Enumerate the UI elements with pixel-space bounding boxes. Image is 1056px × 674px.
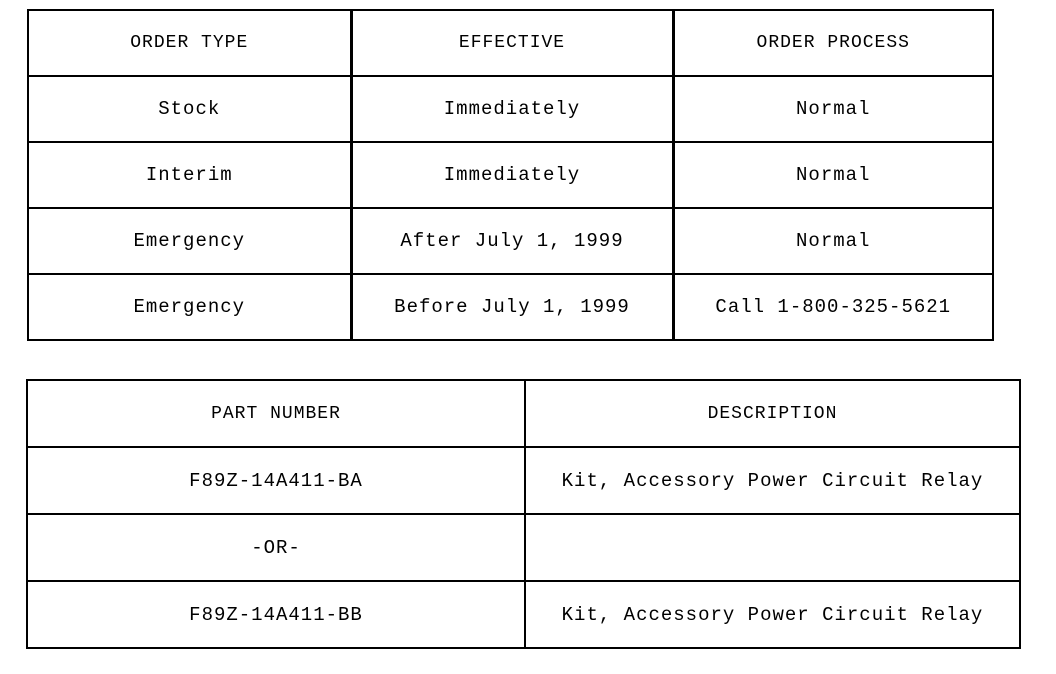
column-header-description: DESCRIPTION: [525, 380, 1020, 447]
effective-cell: Immediately: [351, 76, 673, 142]
description-cell: Kit, Accessory Power Circuit Relay: [525, 581, 1020, 648]
order-process-cell: Normal: [673, 208, 993, 274]
order-process-cell: Normal: [673, 76, 993, 142]
description-cell: Kit, Accessory Power Circuit Relay: [525, 447, 1020, 514]
order-type-cell: Interim: [28, 142, 351, 208]
table-row: [28, 142, 993, 208]
table-header-row: [28, 10, 993, 76]
order-type-table: [27, 9, 994, 341]
table-row: [27, 514, 1020, 581]
part-number-table: [26, 379, 1021, 649]
order-type-cell: Stock: [28, 76, 351, 142]
column-header-part-number: PART NUMBER: [27, 380, 525, 447]
table-row: [28, 76, 993, 142]
order-process-cell: Normal: [673, 142, 993, 208]
part-number-cell: F89Z-14A411-BB: [27, 581, 525, 648]
part-number-cell: F89Z-14A411-BA: [27, 447, 525, 514]
table-row: [27, 581, 1020, 648]
order-type-cell: Emergency: [28, 208, 351, 274]
order-type-cell: Emergency: [28, 274, 351, 340]
description-cell: [525, 514, 1020, 581]
table-row: [28, 208, 993, 274]
column-header-order-process: ORDER PROCESS: [673, 10, 993, 76]
effective-cell: Before July 1, 1999: [351, 274, 673, 340]
column-header-effective: EFFECTIVE: [351, 10, 673, 76]
effective-cell: Immediately: [351, 142, 673, 208]
table-row: [28, 274, 993, 340]
effective-cell: After July 1, 1999: [351, 208, 673, 274]
table-header-row: [27, 380, 1020, 447]
part-number-cell: -OR-: [27, 514, 525, 581]
order-process-cell: Call 1-800-325-5621: [673, 274, 993, 340]
table-row: [27, 447, 1020, 514]
column-header-order-type: ORDER TYPE: [28, 10, 351, 76]
